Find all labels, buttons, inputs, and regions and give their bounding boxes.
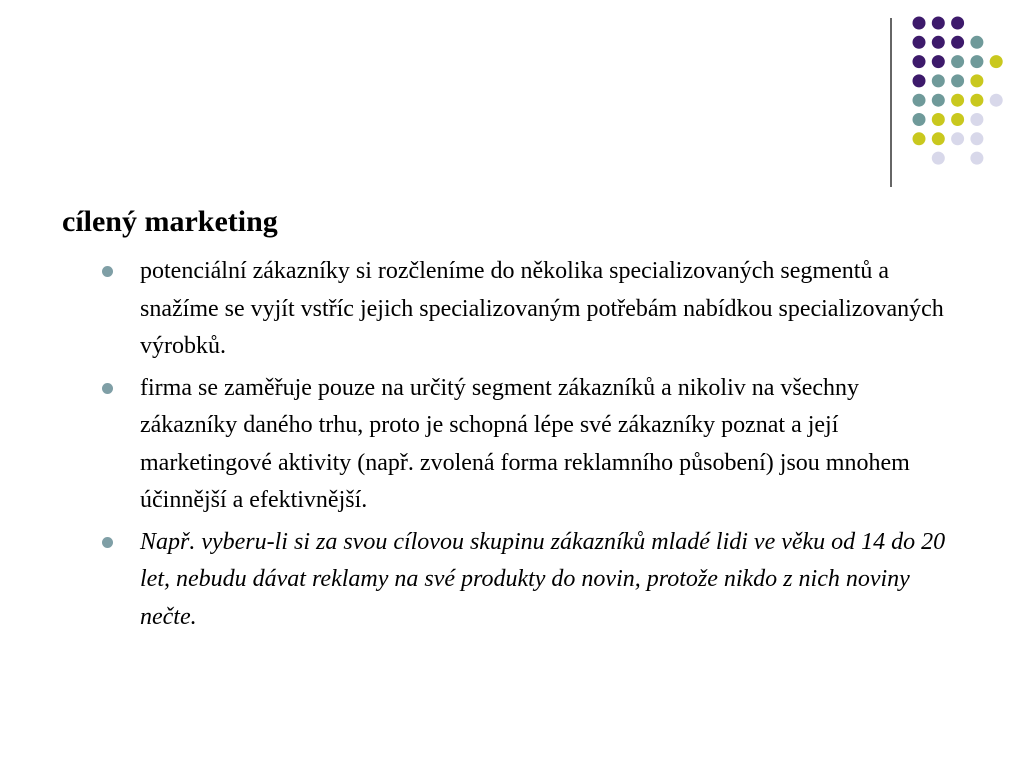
bullet-list xyxy=(100,253,960,640)
dot-group xyxy=(913,17,1003,165)
bullet-dot-icon xyxy=(102,266,113,277)
bullet-item-1 xyxy=(100,253,960,366)
bullet-text: firma se zaměřuje pouze na určitý segment zákazníků a nikoliv na všechny zákazníky daného trhu, proto je schopná lépe své zákazníky poznat a její marketingové aktivity (např. zvolená forma reklamního působení) jsou mnohem účinnější a efektivnější. xyxy=(140,374,910,513)
teal-dot xyxy=(913,113,926,126)
purple-dot xyxy=(932,17,945,30)
lavender-dot xyxy=(990,94,1003,107)
bullet-item-3 xyxy=(100,524,960,637)
purple-dot xyxy=(913,55,926,68)
purple-dot xyxy=(951,17,964,30)
purple-dot xyxy=(951,36,964,49)
teal-dot xyxy=(932,74,945,87)
bullet-text: Např. vyberu-li si za svou cílovou skupinu zákazníků mladé lidi ve věku od 14 do 20 let, nebudu dávat reklamy na své produkty do novin, protože nikdo z nich noviny nečte. xyxy=(140,528,946,630)
bullet-dot-icon xyxy=(102,537,113,548)
slide-title: cílený marketing xyxy=(62,205,278,238)
yellow-dot xyxy=(913,132,926,145)
lavender-dot xyxy=(970,152,983,165)
yellow-dot xyxy=(990,55,1003,68)
lavender-dot xyxy=(951,132,964,145)
purple-dot xyxy=(932,55,945,68)
purple-dot xyxy=(913,36,926,49)
purple-dot xyxy=(913,17,926,30)
bullet-item-2 xyxy=(100,370,960,520)
yellow-dot xyxy=(970,94,983,107)
lavender-dot xyxy=(932,152,945,165)
yellow-dot xyxy=(951,94,964,107)
yellow-dot xyxy=(951,113,964,126)
lavender-dot xyxy=(970,132,983,145)
decorative-dot-grid xyxy=(0,0,1024,200)
bullet-text: potenciální zákazníky si rozčleníme do několika specializovaných segmentů a snažíme se vyjít vstříc jejich specializovaným potřebám nabídkou specializovaných výrobků. xyxy=(140,258,944,359)
teal-dot xyxy=(970,55,983,68)
lavender-dot xyxy=(970,113,983,126)
yellow-dot xyxy=(932,113,945,126)
yellow-dot xyxy=(932,132,945,145)
bullet-dot-icon xyxy=(102,383,113,394)
teal-dot xyxy=(970,36,983,49)
teal-dot xyxy=(951,55,964,68)
teal-dot xyxy=(913,94,926,107)
purple-dot xyxy=(932,36,945,49)
yellow-dot xyxy=(970,74,983,87)
purple-dot xyxy=(913,74,926,87)
teal-dot xyxy=(951,74,964,87)
teal-dot xyxy=(932,94,945,107)
